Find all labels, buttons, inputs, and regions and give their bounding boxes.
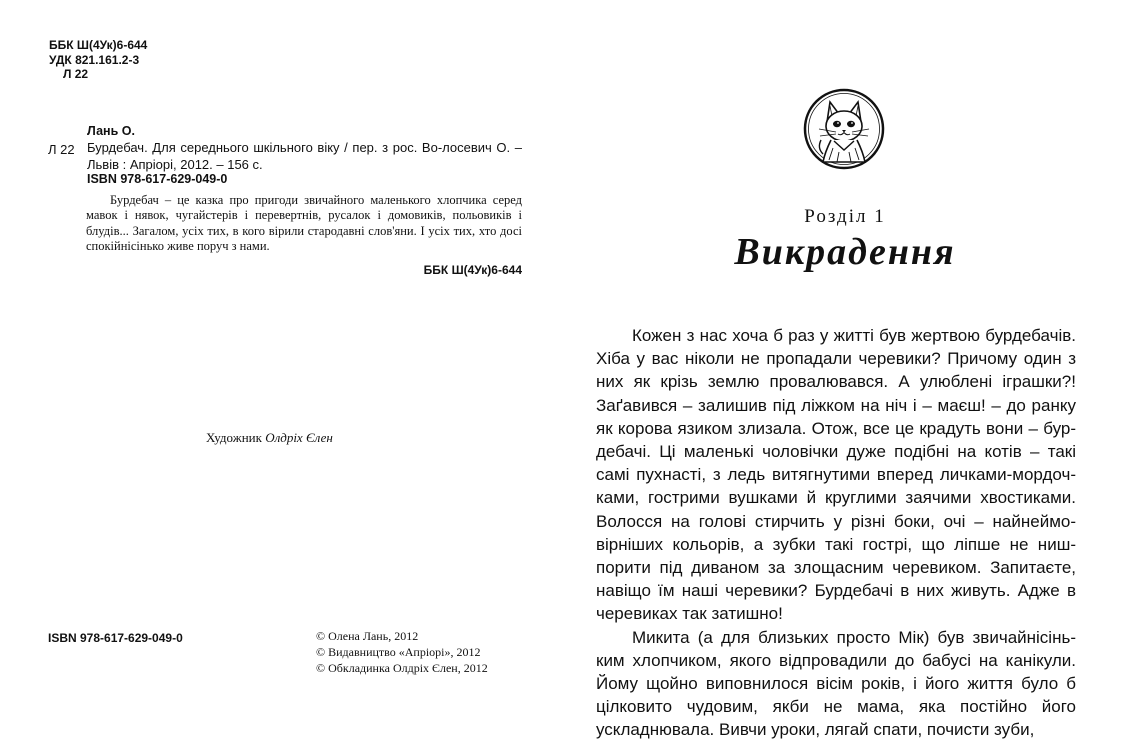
copyright-notices bbox=[316, 628, 488, 676]
index-mark: Л 22 bbox=[48, 142, 75, 157]
isbn-bottom: ISBN 978-617-629-049-0 bbox=[48, 631, 183, 645]
isbn: ISBN 978-617-629-049-0 bbox=[87, 172, 228, 186]
bbk-code: ББК Ш(4Ук)6-644 bbox=[49, 38, 148, 52]
illustrator-label: Художник bbox=[206, 430, 262, 445]
illustrator-credit bbox=[206, 430, 333, 446]
illustrator-name: Олдріх Єлен bbox=[265, 430, 333, 445]
copyright-author: © Олена Лань, 2012 bbox=[316, 629, 419, 643]
udk-code: УДК 821.161.2-3 bbox=[49, 52, 140, 67]
author-name: Лань О. bbox=[87, 124, 135, 138]
paragraph: Кожен з нас хоча б раз у житті був жертвою бурдебачів. Хіба у вас ніколи не пропадали черевики? Причому один з них як крізь землю провалювався. А улюблені іграшки?! Заґавився – залишив під ліжком на ніч і – маєш! – до ранку як корова язиком злизала. Отож, все це крадуть вони – бур-дебачі. Ці маленькі чоловічки дуже подібні на котів – такі самі пухнасті, з ледь витягнутими вперед личками-мордоч-ками, гострими вушками й круглими заячими хвостиками. Волосся на голові стирчить у різні боки, очі – найнеймо-вірніших кольорів, а зубки такі гострі, що ліпше не ниш-порити під диваном за злощасним черевиком. Запитаєте, навіщо їм наші черевики? Бурдебачі в них живуть. Адже в черевиках так затишно! bbox=[596, 326, 1076, 624]
cat-portrait-icon bbox=[803, 88, 885, 170]
chapter-title: Викрадення bbox=[734, 231, 956, 273]
paragraph: Микита (а для близьких просто Мік) був звичайнісінь-ким хлопчиком, якого відпровадили до бабусі на канікули. Йому щойно виповнилося вісім років, і його життя було б цілковито чудовим, якби не мама, яка постійно його ускладнювала. Вивчи уроки, лягай спати, почисти зуби, bbox=[596, 627, 1076, 740]
copyright-publisher: © Видавництво «Апріорі», 2012 bbox=[316, 645, 481, 659]
chapter-label: Розділ 1 bbox=[804, 206, 886, 227]
classification-codes bbox=[49, 38, 147, 82]
author-mark-code: Л 22 bbox=[63, 67, 89, 81]
annotation: Бурдебач – це казка про пригоди звичайного маленького хлопчика серед мавок і нявок, чугайстерів і перевертнів, русалок і домовиків, польовиків і блудів... Загалом, усіх тих, в кого вірили стародавні слов'яни. І усіх тих, хто досі спокійнісінько живе поруч з нами. bbox=[86, 193, 522, 254]
chapter-body bbox=[596, 324, 1076, 742]
bibliographic-entry: Бурдебач. Для середнього шкільного віку / пер. з рос. Во-лосевич О. – Львів : Апріорі, 2012. – 156 с. bbox=[87, 140, 522, 172]
bbk-code-bottom: ББК Ш(4Ук)6-644 bbox=[423, 263, 522, 277]
copyright-cover: © Обкладинка Олдріх Єлен, 2012 bbox=[316, 661, 488, 675]
